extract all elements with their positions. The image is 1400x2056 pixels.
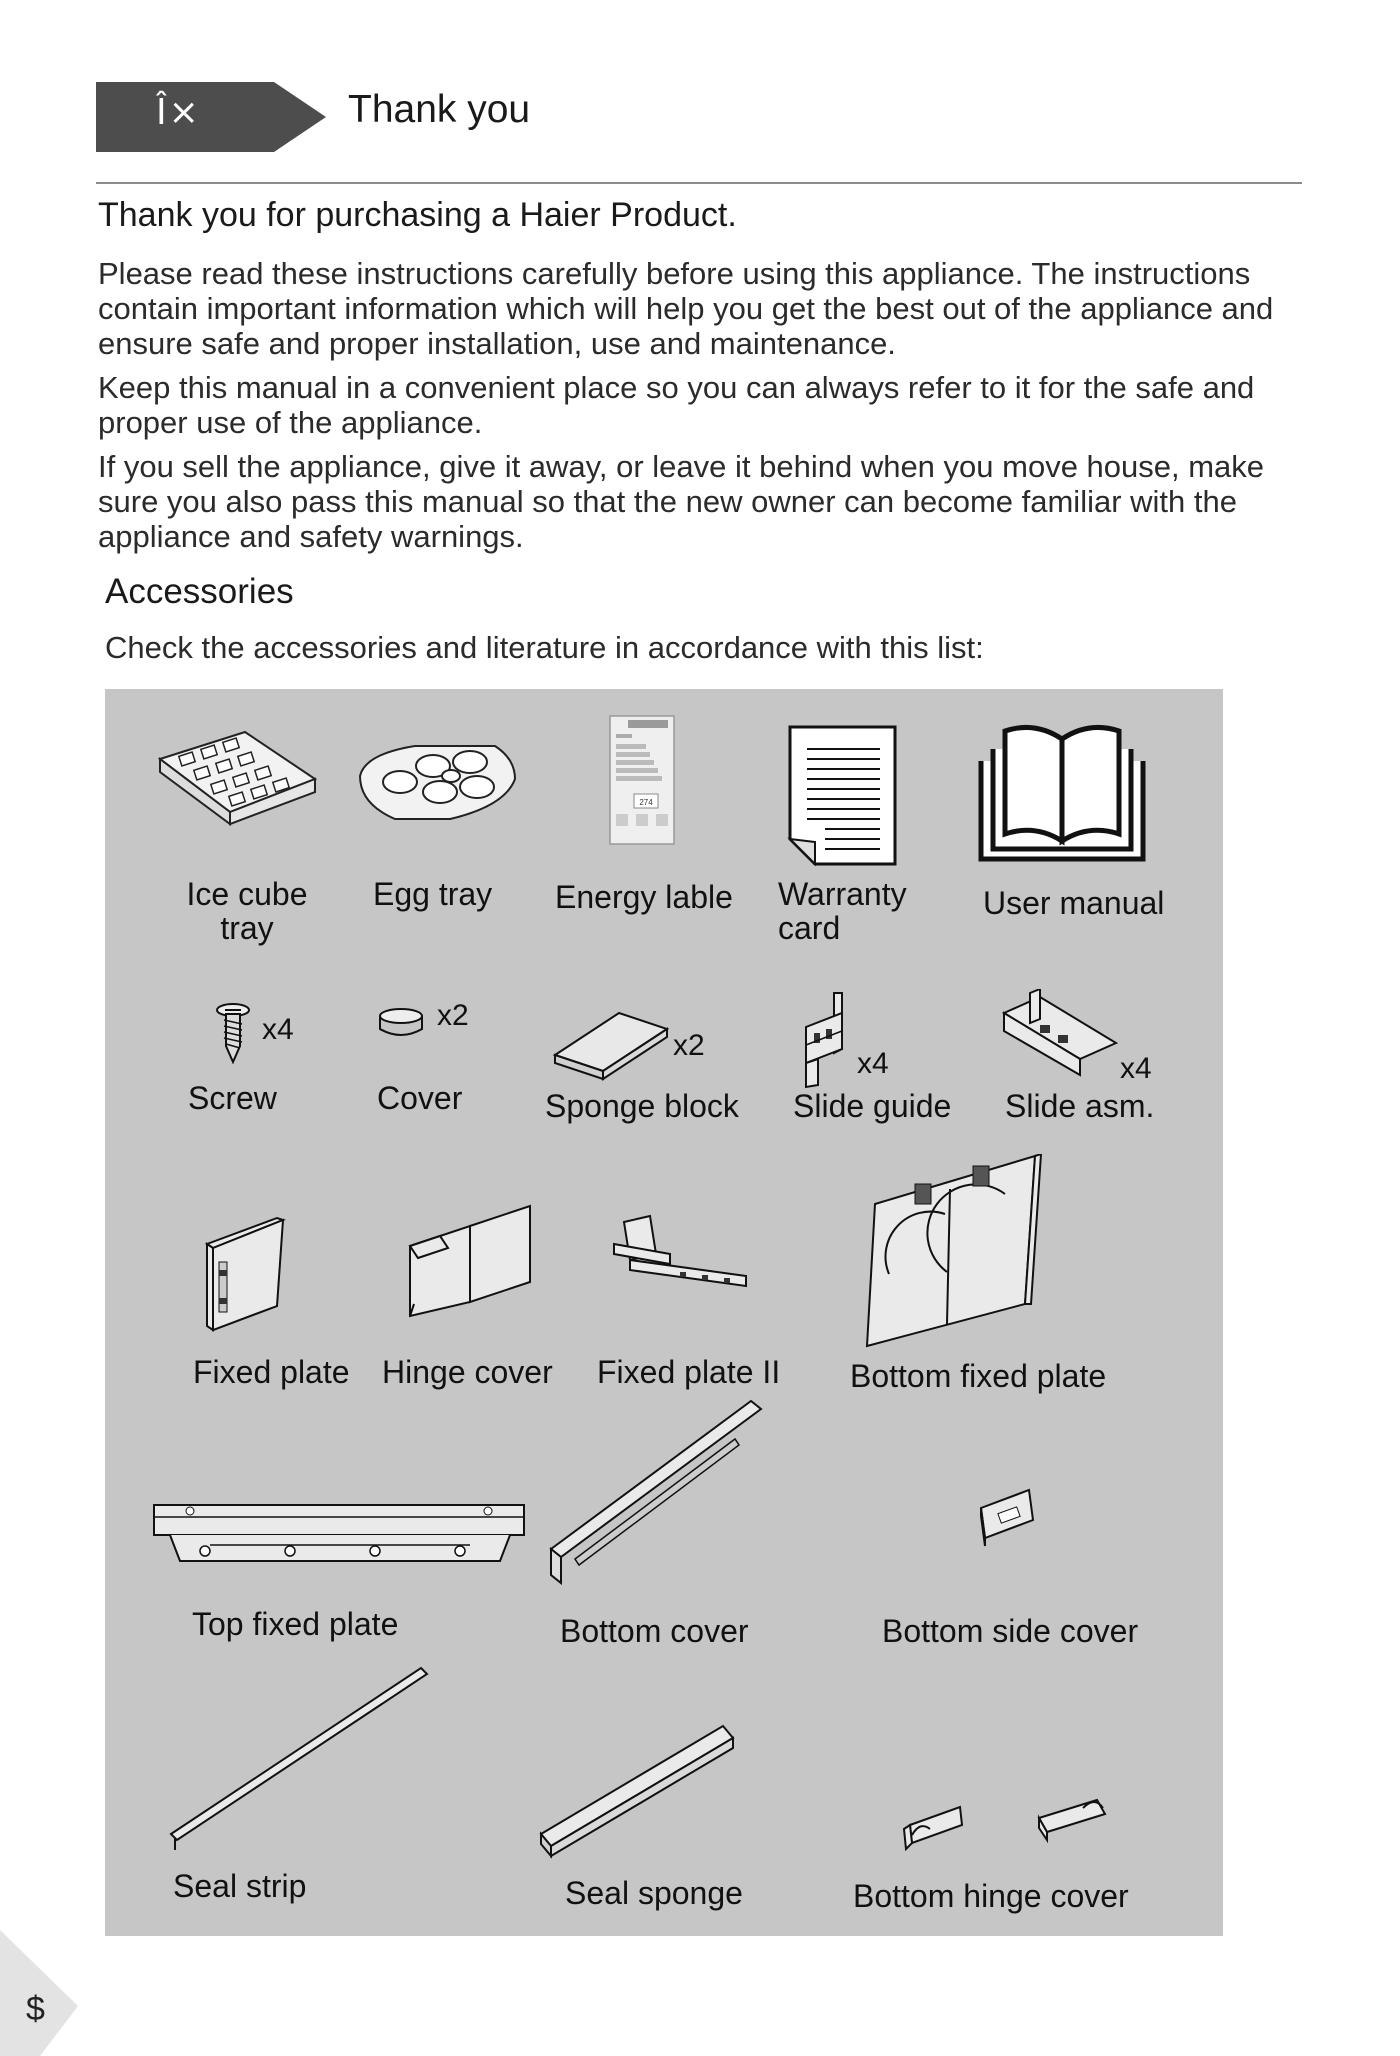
slide-asm-qty: x4 bbox=[1120, 1052, 1152, 1085]
screw-icon bbox=[215, 1002, 251, 1064]
top-fixed-plate-label: Top fixed plate bbox=[192, 1606, 399, 1642]
slide-guide-label: Slide guide bbox=[793, 1088, 952, 1124]
intro-paragraph-3: If you sell the appliance, give it away, or leave it behind when you move house, make sure you also pass this manual so that the new owner can become familiar with the appliance and safety warnings. bbox=[98, 449, 1265, 554]
slide-guide-qty: x4 bbox=[857, 1047, 889, 1080]
intro-paragraph-2: Keep this manual in a convenient place so you can always refer to it for the safe and proper use of the appliance. bbox=[98, 370, 1255, 440]
screw-label: Screw bbox=[188, 1080, 277, 1116]
intro-heading: Thank you for purchasing a Haier Product. bbox=[98, 196, 737, 234]
header-divider bbox=[96, 182, 1302, 184]
seal-sponge-label: Seal sponge bbox=[565, 1875, 743, 1911]
fixed-plate-ii-icon bbox=[610, 1214, 755, 1304]
bottom-cover-icon bbox=[545, 1399, 765, 1589]
cover-icon bbox=[377, 1007, 425, 1041]
cover-label: Cover bbox=[377, 1080, 463, 1116]
page-number: $ bbox=[26, 1990, 45, 2028]
accessories-subheading: Check the accessories and literature in accordance with this list: bbox=[105, 630, 984, 665]
section-tab bbox=[96, 82, 326, 152]
bottom-fixed-plate-label: Bottom fixed plate bbox=[850, 1358, 1107, 1394]
seal-strip-icon bbox=[165, 1664, 435, 1854]
fixed-plate-ii-label: Fixed plate II bbox=[597, 1354, 781, 1390]
bottom-fixed-plate-icon bbox=[855, 1154, 1045, 1349]
ice-cube-tray-label: Ice cube tray bbox=[186, 876, 308, 946]
cover-qty: x2 bbox=[437, 999, 469, 1032]
accessories-panel bbox=[105, 689, 1223, 1936]
slide-asm-icon bbox=[1000, 989, 1120, 1079]
top-fixed-plate-icon bbox=[150, 1501, 530, 1581]
fixed-plate-label: Fixed plate bbox=[193, 1354, 350, 1390]
sponge-block-label: Sponge block bbox=[545, 1088, 739, 1124]
screw-qty: x4 bbox=[262, 1013, 294, 1046]
user-manual-icon bbox=[975, 719, 1150, 869]
warranty-card-icon bbox=[785, 724, 900, 869]
energy-label-number: 274 bbox=[639, 798, 653, 807]
warranty-card-label: Warranty card bbox=[778, 876, 907, 946]
hinge-cover-label: Hinge cover bbox=[382, 1354, 553, 1390]
egg-tray-label: Egg tray bbox=[373, 876, 493, 912]
bottom-hinge-cover-right-icon bbox=[1033, 1794, 1113, 1844]
tab-arrow-shape bbox=[96, 82, 326, 152]
fixed-plate-icon bbox=[193, 1214, 288, 1339]
accessories-heading: Accessories bbox=[105, 572, 294, 611]
bottom-hinge-cover-left-icon bbox=[900, 1799, 970, 1854]
bottom-cover-label: Bottom cover bbox=[560, 1613, 749, 1649]
slide-asm-label: Slide asm. bbox=[1005, 1088, 1155, 1124]
egg-tray-icon bbox=[355, 734, 520, 834]
ice-cube-tray-icon bbox=[150, 724, 320, 834]
sponge-block-icon bbox=[551, 1007, 671, 1087]
energy-label-label: Energy lable bbox=[555, 879, 733, 915]
hinge-cover-icon bbox=[400, 1204, 535, 1319]
tab-code: Î× bbox=[156, 92, 201, 133]
energy-label-icon bbox=[608, 714, 678, 849]
bottom-side-cover-label: Bottom side cover bbox=[882, 1613, 1139, 1649]
intro-paragraph-1: Please read these instructions carefully before using this appliance. The instructions contain important information which will help you get the best out of the appliance and ensure safe and proper installation, use and maintenance. bbox=[98, 256, 1274, 361]
bottom-hinge-cover-label: Bottom hinge cover bbox=[853, 1878, 1129, 1914]
user-manual-label: User manual bbox=[983, 885, 1165, 921]
seal-sponge-icon bbox=[537, 1724, 742, 1864]
seal-strip-label: Seal strip bbox=[173, 1868, 307, 1904]
bottom-side-cover-icon bbox=[975, 1484, 1040, 1549]
sponge-block-qty: x2 bbox=[673, 1029, 705, 1062]
page-title: Thank you bbox=[348, 88, 531, 131]
